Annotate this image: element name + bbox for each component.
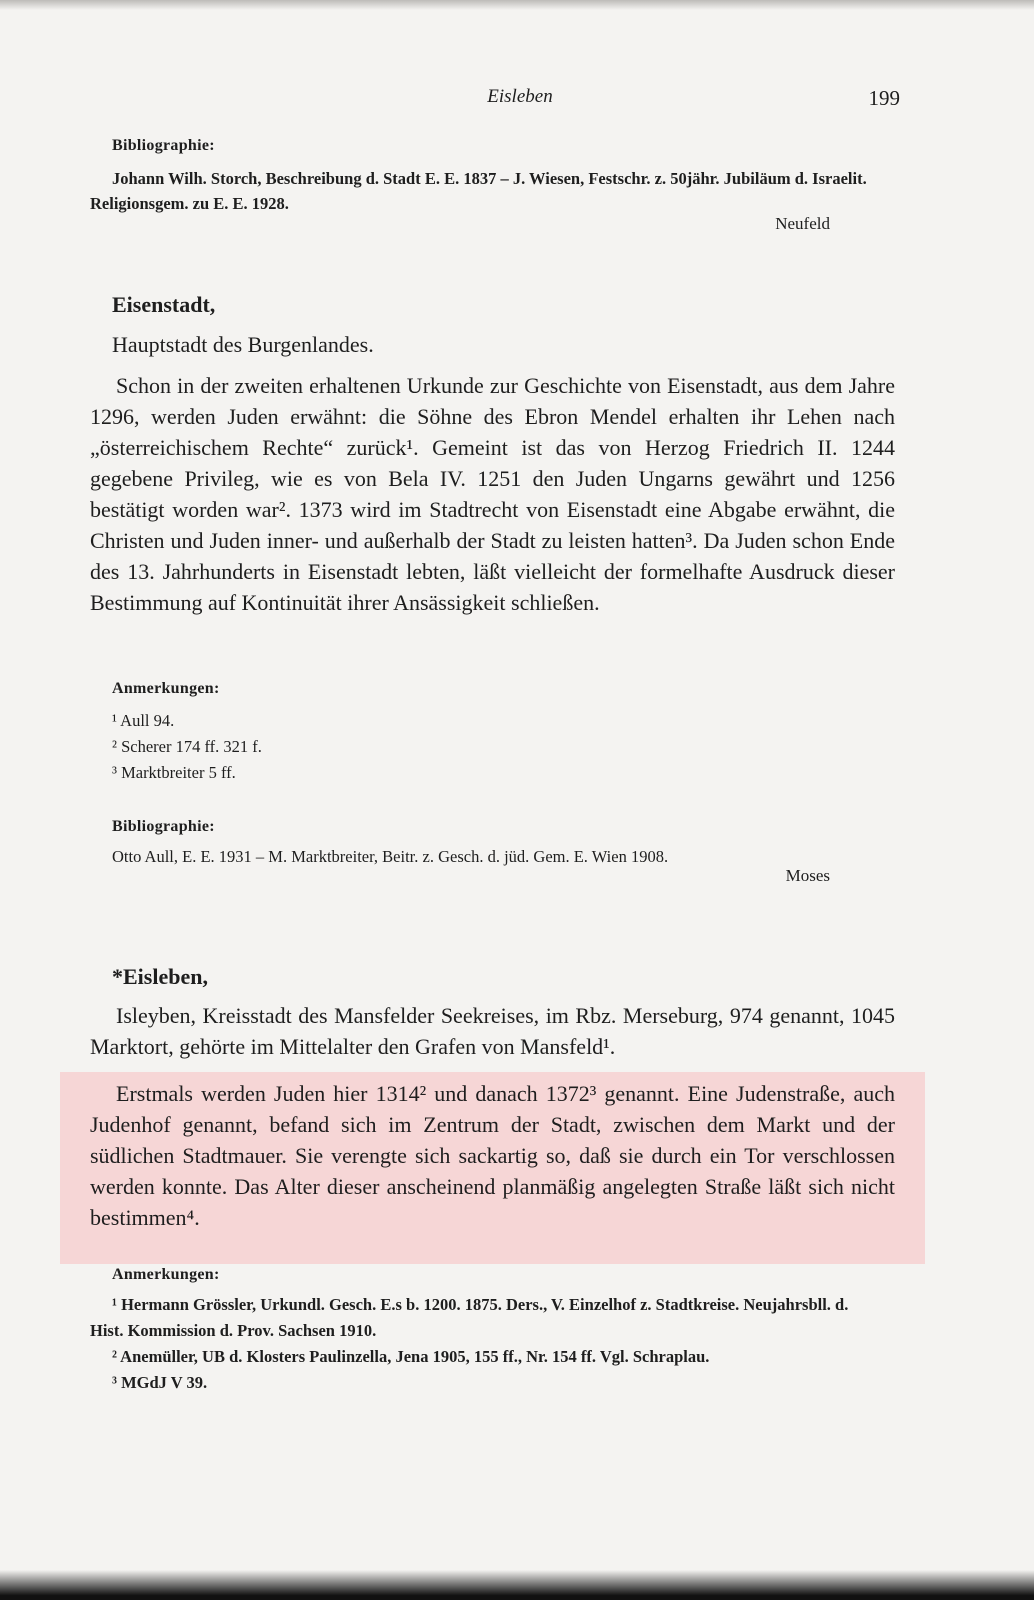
author-signature: Neufeld [775,214,830,233]
notes-label: Anmerkungen: [112,680,220,697]
paragraph-text: Isleyben, Kreisstadt des Mansfelder Seekreises, im Rbz. Merseburg, 974 genannt, 1045 Marktort, gehörte im Mittelalter den Grafen von Mansfeld¹. [90,1003,895,1059]
running-header: Eisleben [487,86,553,107]
bibliography-text: Johann Wilh. Storch, Beschreibung d. Stadt E. E. 1837 – J. Wiesen, Festschr. z. 50jähr. Jubiläum d. Israelit. Religionsgem. zu E. E. 1928. [90,169,867,213]
paragraph-text: Erstmals werden Juden hier 1314² und danach 1372³ genannt. Eine Judenstraße, auch Judenhof genannt, befand sich im Zentrum der Stadt, zwischen dem Markt und der südlichen Stadtmauer. Sie verengte sich sackartig so, daß sie durch ein Tor verschlossen werden konnte. Das Alter dieser anscheinend planmäßig angelegten Straße läßt sich nicht bestimmen⁴. [90,1081,895,1230]
page-bottom-edge [0,1570,1034,1600]
paragraph-text: Schon in der zweiten erhaltenen Urkunde zur Geschichte von Eisenstadt, aus dem Jahre 1296, werden Juden erwähnt: die Söhne des Ebron Mendel erhalten ihr Lehen nach „österreichischem Rechte“ zurück¹. Gemeint ist das von Herzog Friedrich II. 1244 gegebene Privileg, wie es von Bela IV. 1251 den Juden Ungarns gewährt und 1256 bestätigt worden war². 1373 wird im Stadtrecht von Eisenstadt eine Abgabe erwähnt, die Christen und Juden inner- und außerhalb der Stadt zu leisten hatten³. Da Juden schon Ende des 13. Jahrhunderts in Eisenstadt lebten, läßt vielleicht der formelhafte Ausdruck dieser Bestimmung auf Kontinuität ihrer Ansässigkeit schließen. [90,373,895,615]
entry-paragraph [90,1000,895,1062]
page-number: 199 [868,86,900,110]
bibliography-label: Bibliographie: [112,818,215,835]
note-item: ¹ Aull 94. [112,711,175,730]
page-top-edge [0,0,1034,10]
note-item: ³ Marktbreiter 5 ff. [112,763,236,782]
entry-paragraph [90,370,895,618]
bibliography-text: Otto Aull, E. E. 1931 – M. Marktbreiter, Beitr. z. Gesch. d. jüd. Gem. E. Wien 1908. [112,847,669,866]
notes-label: Anmerkungen: [112,1266,220,1283]
notes-list [90,1292,880,1396]
note-item: ¹ Hermann Grössler, Urkundl. Gesch. E.s b. 1200. 1875. Ders., V. Einzelhof z. Stadtkreise. Neujahrsbll. d. Hist. Kommission d. Prov. Sachsen 1910. [90,1295,849,1340]
note-item: ³ MGdJ V 39. [112,1373,208,1392]
note-item: ² Anemüller, UB d. Klosters Paulinzella, Jena 1905, 155 ff., Nr. 154 ff. Vgl. Schraplau. [112,1347,710,1366]
note-item: ² Scherer 174 ff. 321 f. [112,737,262,756]
highlighted-paragraph [90,1078,895,1233]
entry-heading-eisenstadt: Eisenstadt, [112,292,216,317]
entry-subtitle: Hauptstadt des Burgenlandes. [112,332,374,357]
entry-heading-eisleben: *Eisleben, [112,964,208,989]
notes-list [112,708,917,786]
author-signature: Moses [785,866,830,885]
bibliography-label: Bibliographie: [112,137,215,154]
